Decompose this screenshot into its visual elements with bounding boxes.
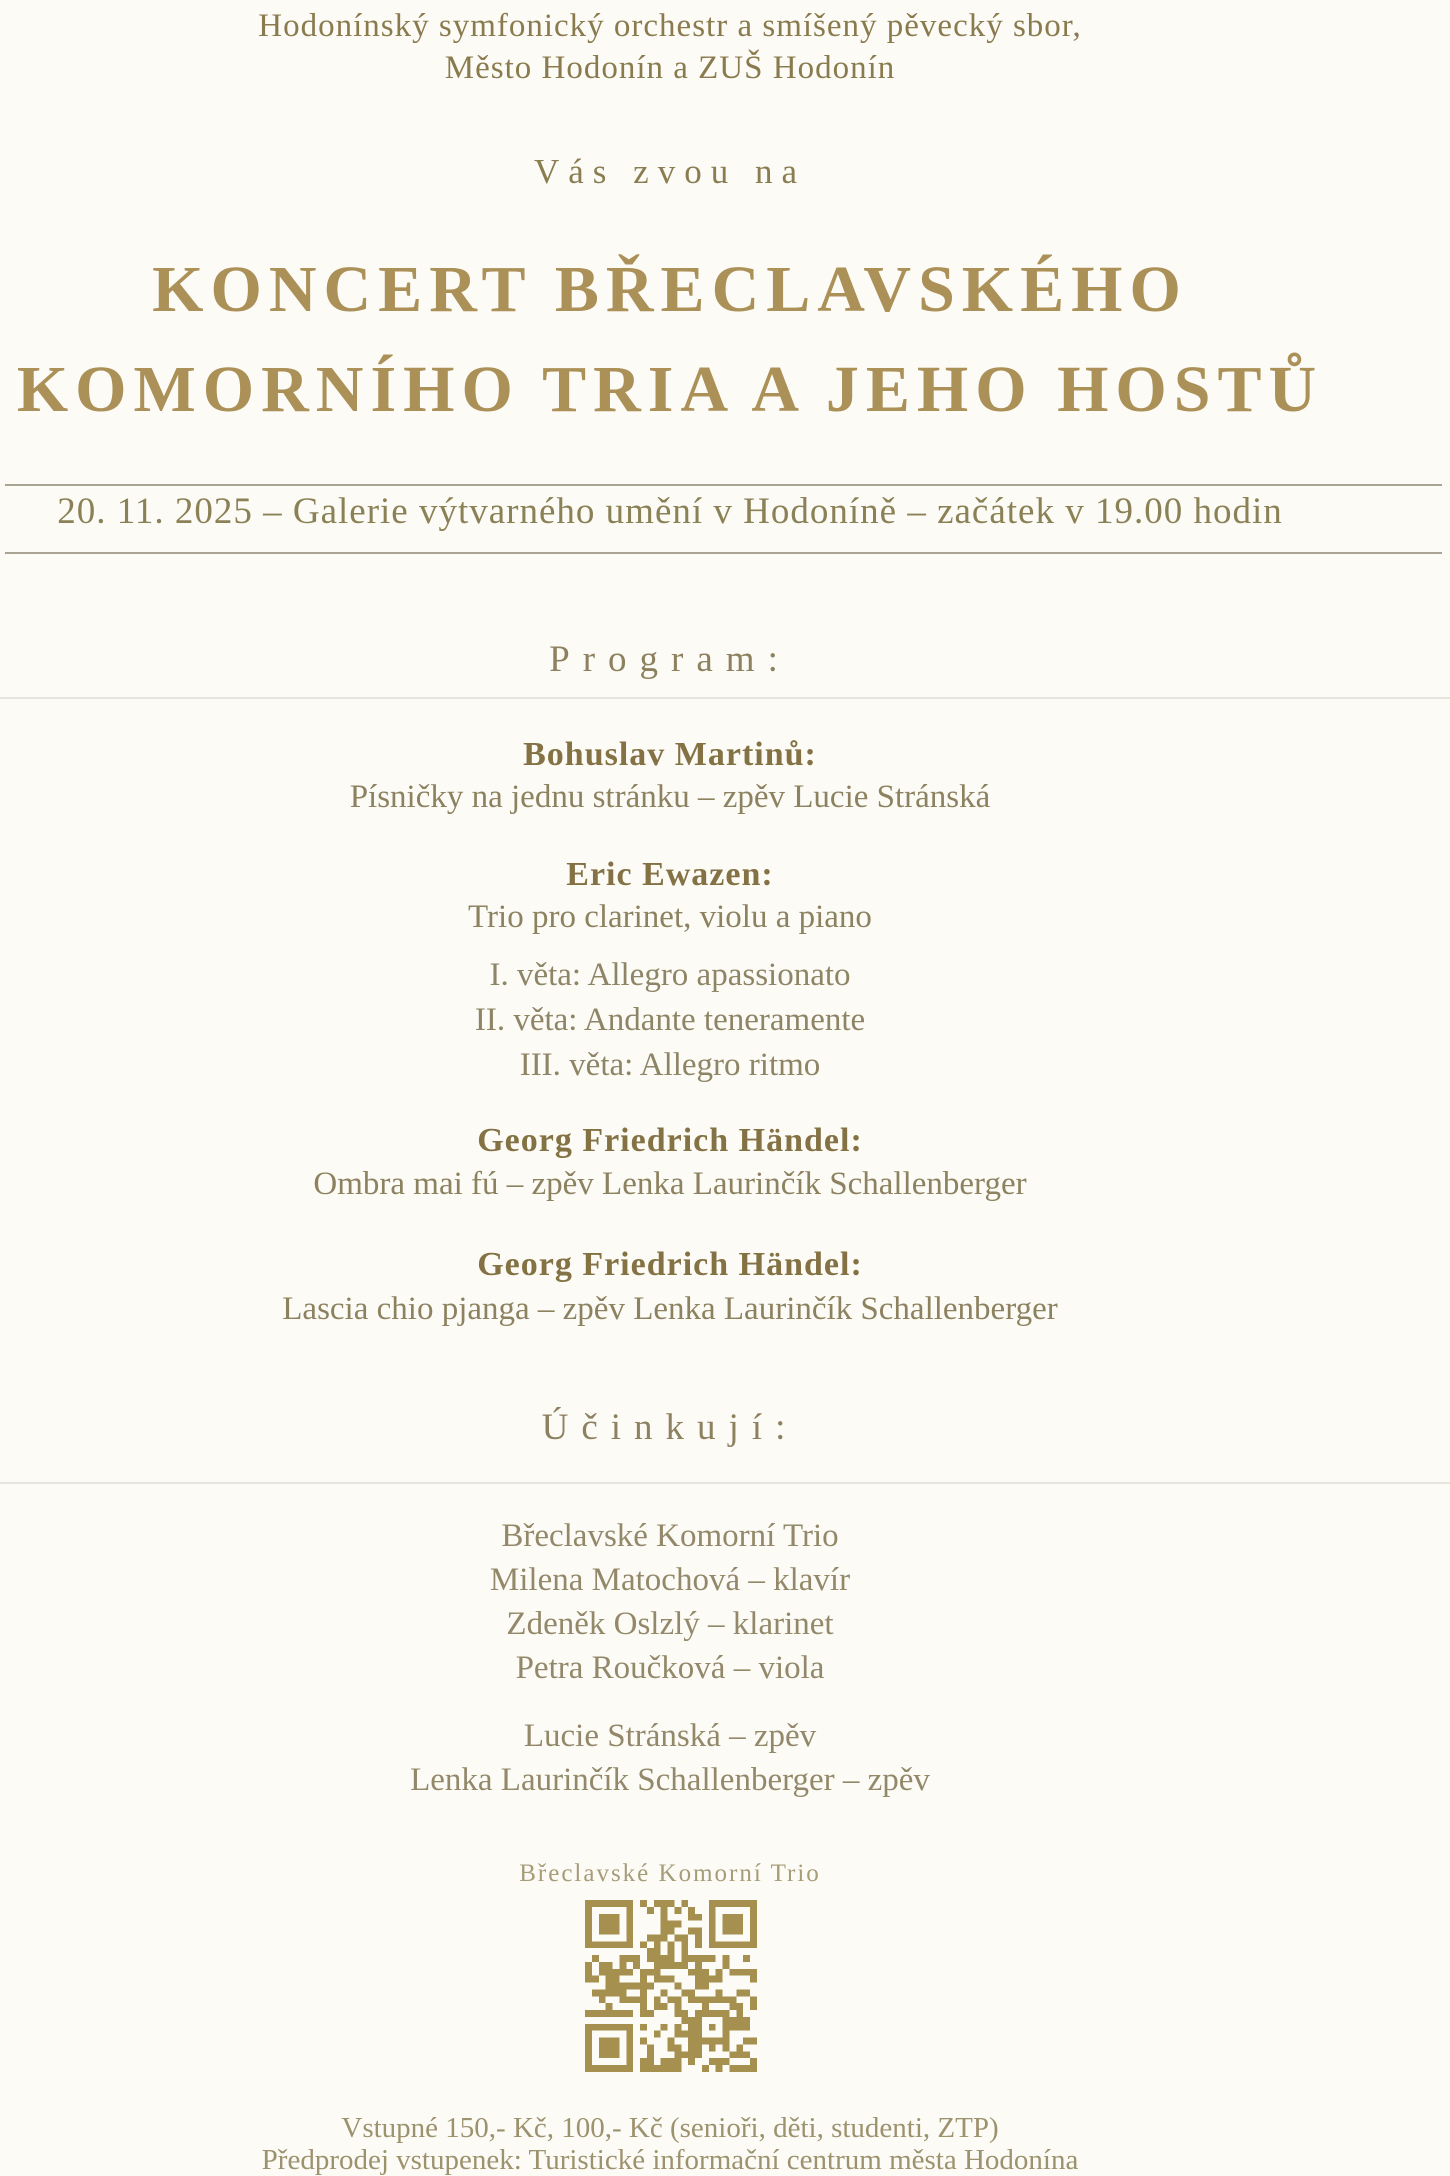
composer-name: Bohuslav Martinů: [523, 736, 817, 773]
piece-title: Lascia chio pjanga – zpěv Lenka Laurinčík Schallenberger [282, 1291, 1058, 1327]
performer-line: Zdeněk Oslzlý – klarinet [506, 1606, 834, 1642]
faint-scan-line-2 [0, 1482, 1450, 1484]
qr-code-icon [585, 1900, 757, 2072]
qr-caption: Břeclavské Komorní Trio [519, 1860, 821, 1887]
organizer-line-1: Hodonínský symfonický orchestr a smíšený pěvecký sbor, [258, 8, 1082, 44]
movement-line: I. věta: Allegro apassionato [489, 957, 851, 993]
singer-line: Lucie Stránská – zpěv [523, 1718, 817, 1754]
poster-title-line-1: KONCERT BŘECLAVSKÉHO [152, 253, 1188, 326]
piece-title: Trio pro clarinet, violu a piano [468, 899, 872, 935]
program-heading: Program: [549, 639, 791, 680]
movement-line: III. věta: Allegro ritmo [519, 1047, 821, 1083]
event-date-line: 20. 11. 2025 – Galerie výtvarného umění v Hodoníně – začátek v 19.00 hodin [57, 491, 1283, 532]
composer-name: Georg Friedrich Händel: [477, 1122, 863, 1159]
poster-title-line-2: KOMORNÍHO TRIA A JEHO HOSTŮ [16, 353, 1324, 426]
performer-line: Petra Roučková – viola [515, 1650, 825, 1686]
composer-name: Georg Friedrich Händel: [477, 1246, 863, 1283]
piece-title: Ombra mai fú – zpěv Lenka Laurinčík Schallenberger [313, 1166, 1027, 1202]
composer-name: Eric Ewazen: [566, 856, 774, 893]
piece-title: Písničky na jednu stránku – zpěv Lucie Stránská [349, 779, 991, 815]
performers-heading: Účinkují: [541, 1407, 799, 1448]
price-line: Vstupné 150,- Kč, 100,- Kč (senioři, děti, studenti, ZTP) [341, 2112, 999, 2144]
faint-scan-line-1 [0, 697, 1450, 699]
invite-text: Vás zvou na [533, 152, 806, 191]
singer-line: Lenka Laurinčík Schallenberger – zpěv [410, 1762, 930, 1798]
movement-line: II. věta: Andante teneramente [474, 1002, 866, 1038]
performer-line: Milena Matochová – klavír [489, 1562, 851, 1598]
organizer-line-2: Město Hodonín a ZUŠ Hodonín [444, 50, 896, 86]
divider-top [5, 484, 1442, 486]
performer-line: Břeclavské Komorní Trio [501, 1518, 839, 1554]
presale-line: Předprodej vstupenek: Turistické informační centrum města Hodonína [261, 2144, 1079, 2176]
divider-bottom [5, 552, 1442, 554]
